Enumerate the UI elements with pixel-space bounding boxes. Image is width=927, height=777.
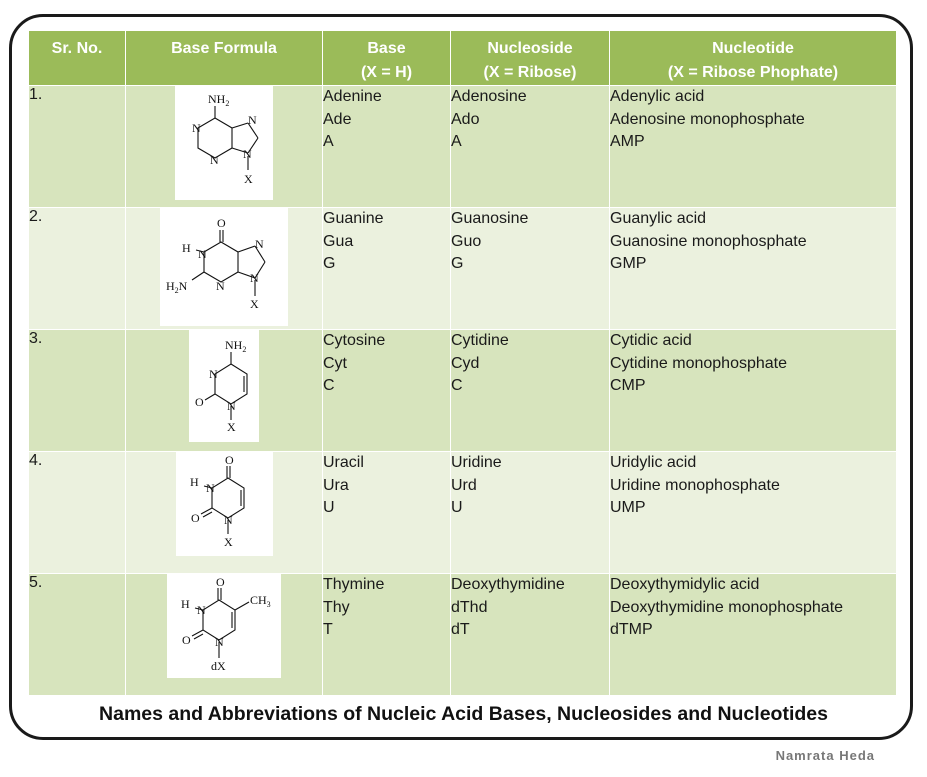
base-name: Adenine [323,88,382,105]
svg-text:N: N [197,603,206,617]
base-symbol: G [323,255,336,272]
svg-text:H2N: $H_2N$ [166,279,188,295]
nucleoside-name: Guanosine [451,210,529,227]
nucleoside-name: Uridine [451,454,502,471]
nucleotide-fullname: Deoxythymidine monophosphate [610,598,844,616]
base-name: Thymine [323,576,385,593]
svg-text:H: H [181,597,190,611]
table-row [29,452,897,574]
svg-text:N: N [243,147,252,161]
table-row [29,86,897,208]
base-symbol: U [323,499,335,516]
nucleotide-fullname: Cytidine monophosphate [610,354,788,372]
row-number: 4. [29,452,126,574]
nucleotide-abbr: CMP [610,377,646,394]
svg-text:N: N [250,271,259,285]
nucleoside-symbol: A [451,133,462,150]
nucleoside-name: Cytidine [451,332,509,349]
table-row [29,330,897,452]
svg-text:NH2: $NH_2$ [225,338,247,354]
svg-text:O: O [190,511,200,525]
nucleic-acid-table [28,30,897,696]
row-number: 5. [29,574,126,696]
nucleoside-name: Deoxythymidine [451,576,565,593]
svg-text:N: N [248,113,257,127]
nucleotide-fullname: Uridine monophosphate [610,476,780,494]
base-abbr: Ade [323,110,352,128]
row-number: 1. [29,86,126,208]
header-nucleotide: Nucleotide (X = Ribose Phophate) [610,31,897,86]
header-formula: Base Formula [126,31,323,86]
base-symbol: A [323,133,334,150]
nucleoside-abbr: dThd [451,598,488,616]
svg-text:N: N [205,481,215,495]
nucleotide-abbr: GMP [610,255,647,272]
svg-text:X: X [250,297,259,311]
cytosine-structure-image [189,330,259,442]
nucleotide-abbr: UMP [610,499,646,516]
nucleoside-abbr: Ado [451,110,480,128]
uracil-structure-image [176,452,273,556]
svg-text:N: N [255,237,264,251]
table-row [29,208,897,330]
header-sr: Sr. No. [29,31,126,86]
base-abbr: Cyt [323,354,347,372]
base-symbol: T [323,621,333,638]
nucleoside-abbr: Urd [451,476,477,494]
row-number: 3. [29,330,126,452]
adenine-structure-image [175,86,273,200]
base-abbr: Ura [323,476,349,494]
svg-text:N: N [215,635,224,649]
svg-text:N: N [223,513,233,527]
header-nucleoside: Nucleoside (X = Ribose) [451,31,610,86]
nucleoside-symbol: C [451,377,463,394]
svg-text:H: H [189,475,199,489]
svg-text:N: N [192,121,201,135]
svg-text:CH3: $CH_3$ [250,593,271,609]
nucleoside-symbol: G [451,255,464,272]
svg-text:N: N [210,153,219,167]
base-name: Cytosine [323,332,386,349]
header-base: Base (X = H) [323,31,451,86]
nucleotide-abbr: AMP [610,133,645,150]
table-row [29,574,897,696]
nucleotide-name: Deoxythymidylic acid [610,576,760,593]
svg-text:N: N [227,399,236,413]
author-signature: Namrata Heda [775,748,875,763]
nucleotide-name: Adenylic acid [610,88,705,105]
svg-text:O: O [195,395,204,409]
base-name: Guanine [323,210,384,227]
svg-text:O: O [182,633,191,647]
nucleotide-abbr: dTMP [610,621,653,638]
svg-text:H: H [182,241,191,255]
svg-text:N: N [198,247,207,261]
base-name: Uracil [323,454,364,471]
svg-text:N: N [216,279,225,293]
nucleotide-name: Guanylic acid [610,210,707,227]
nucleoside-name: Adenosine [451,88,527,105]
base-abbr: Thy [323,598,350,616]
base-symbol: C [323,377,335,394]
svg-text:X: X [227,420,236,434]
svg-text:N: N [209,367,218,381]
nucleoside-abbr: Cyd [451,354,480,372]
header-row [29,31,897,86]
svg-text:O: O [224,453,234,467]
nucleotide-fullname: Guanosine monophosphate [610,232,807,250]
nucleoside-abbr: Guo [451,232,482,250]
svg-text:X: X [223,535,233,549]
row-number: 2. [29,208,126,330]
nucleotide-name: Uridylic acid [610,454,697,471]
nucleotide-fullname: Adenosine monophosphate [610,110,805,128]
base-abbr: Gua [323,232,354,250]
figure-caption: Names and Abbreviations of Nucleic Acid Bases, Nucleosides and Nucleotides [99,703,828,725]
thymine-structure-image [167,574,281,678]
nucleoside-symbol: dT [451,621,470,638]
svg-text:O: O [216,575,225,589]
svg-text:NH2: $NH_2$ [208,92,230,108]
nucleotide-name: Cytidic acid [610,332,692,349]
svg-text:X: X [244,172,253,186]
nucleoside-symbol: U [451,499,463,516]
guanine-structure-image [160,208,288,326]
svg-text:dX: dX [211,659,226,673]
svg-text:O: O [217,216,226,230]
